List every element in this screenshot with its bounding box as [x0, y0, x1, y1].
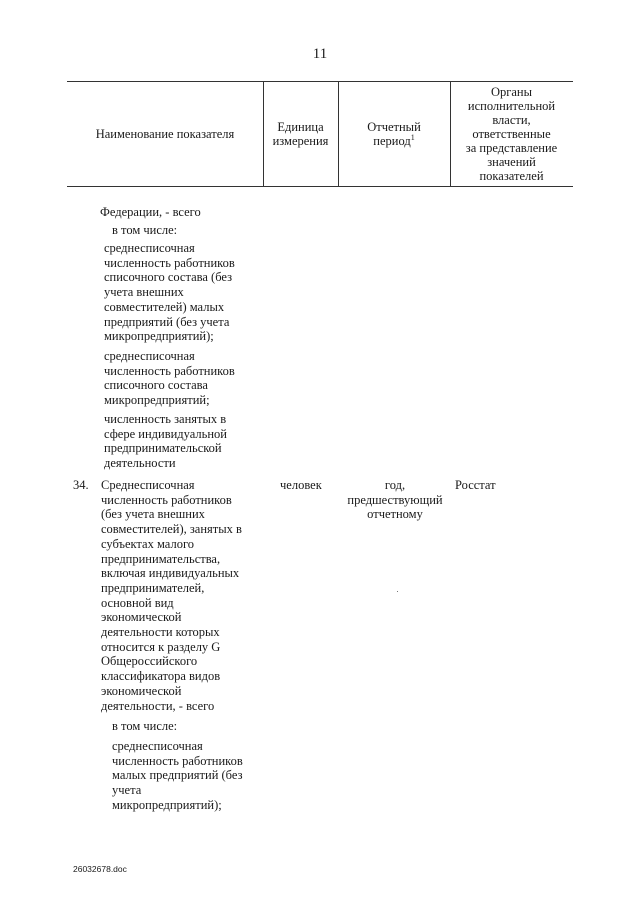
scan-speck	[397, 591, 398, 592]
row-including: в том числе:	[112, 719, 178, 733]
continuation-item: численность занятых в сфере индивидуальной предпринимательской деятельности	[104, 412, 227, 471]
header-indicator-name	[67, 81, 263, 186]
header-indicator-name-text: Наименование показателя	[95, 126, 235, 141]
header-period-text	[367, 120, 421, 148]
row-number: 34.	[73, 478, 89, 492]
header-unit	[263, 81, 338, 186]
continuation-item: среднесписочная численность работников списочного состава (без учета внешних совместителей) малых предприятий (без учета микропредприятий);	[104, 241, 235, 344]
continuation-lead: Федерации, - всего	[100, 205, 201, 219]
page-number: 11	[312, 46, 328, 62]
document-filename: 26032678.doc	[73, 864, 127, 874]
header-unit-text: Единица измерения	[272, 119, 329, 148]
header-agencies-text: Органы исполнительной власти, ответственные за представление значений показателей	[465, 84, 558, 183]
header-bottom-rule	[67, 186, 573, 187]
unit-cell: человек	[280, 478, 322, 492]
agency-cell: Росстат	[455, 478, 496, 492]
header-agencies	[450, 81, 573, 186]
continuation-item: среднесписочная численность работников списочного состава микропредприятий;	[104, 349, 235, 408]
continuation-including: в том числе:	[112, 223, 178, 237]
row-subitem: среднесписочная численность работников малых предприятий (без учета микропредприятий);	[112, 739, 243, 812]
footnote-marker: 1	[410, 132, 415, 142]
header-period	[338, 81, 450, 186]
period-cell: год, предшествующий отчетному	[347, 478, 443, 522]
header-period-label: Отчетный период	[367, 119, 421, 148]
indicator-name: Среднесписочная численность работников (без учета внешних совместителей), занятых в субъектах малого предпринимательства, включая индивидуальных предпринимателей, основной вид экономической деятельности которых относится к разделу G Общероссийского классификатора видов экономической деятельности, - всего	[101, 478, 242, 713]
